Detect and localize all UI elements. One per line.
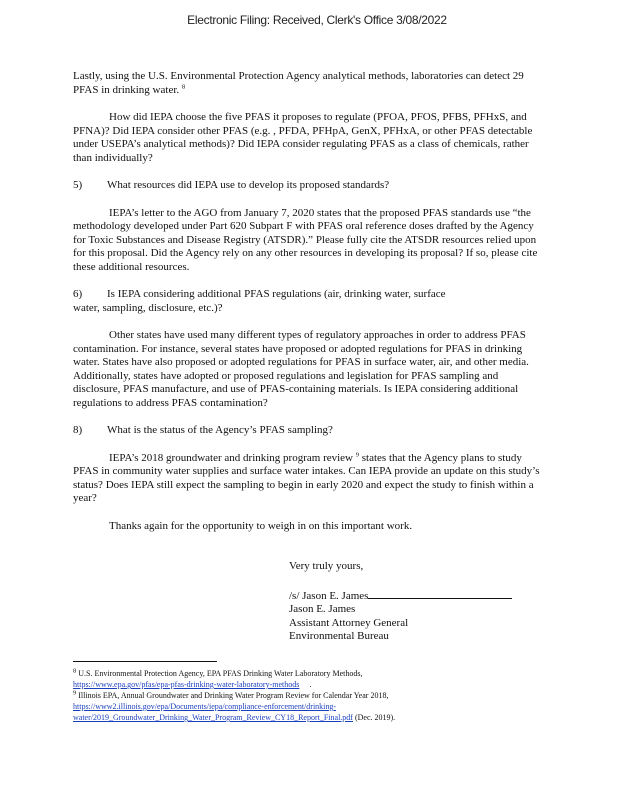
question-text-line2: water, sampling, disclosure, etc.)? bbox=[73, 301, 223, 314]
footnote-ref-9[interactable]: 9 bbox=[355, 450, 359, 458]
question-text-line1: Is IEPA considering additional PFAS regulations (air, drinking water, surface bbox=[107, 288, 446, 300]
question-number: 8) bbox=[73, 424, 83, 436]
signature-line: /s/ Jason E. James bbox=[289, 588, 512, 604]
letter-body bbox=[73, 70, 545, 533]
signer-title: Assistant Attorney General bbox=[289, 616, 409, 629]
question-text: What is the status of the Agency’s PFAS sampling? bbox=[107, 424, 333, 436]
question-6 bbox=[73, 288, 545, 315]
signer-bureau: Environmental Bureau bbox=[289, 630, 389, 642]
paragraph-iepa-letter: IEPA’s letter to the AGO from January 7, 2020 states that the proposed PFAS standards use “the methodology developed under Part 620 Subpart F with PFAS oral reference doses drafted by the Agency for Toxic Substances and Disease Registry (ATSDR).” Please fully cite the ATSDR resources relied upon for this proposal. Did the Agency rely on any other resources in developing its proposal? If so, please cite these additional resources. bbox=[73, 206, 538, 273]
question-text: What resources did IEPA use to develop its proposed standards? bbox=[107, 179, 390, 191]
signature-block bbox=[289, 560, 512, 644]
paragraph-lastly: Lastly, using the U.S. Environmental Protection Agency analytical methods, laboratories can detect 29 PFAS in drinking water. $^8$ bbox=[73, 70, 524, 96]
signer-name: Jason E. James bbox=[289, 603, 356, 615]
signature-underline bbox=[368, 588, 512, 599]
paragraph-sampling-status: IEPA’s 2018 groundwater and drinking program review $^9$ states that the Agency plans to study PFAS in community water supplies and surface water intakes. Can IEPA provide an update on this study’s status? Does IEPA still expect the sampling to begin in early 2020 and expect the study to finish within a year? bbox=[73, 450, 540, 504]
paragraph-other-states: Other states have used many different types of regulatory approaches in order to address PFAS contamination. For instance, several states have proposed or adopted regulations for PFAS in drinking water. States have also proposed or adopted regulations for PFAS in surface water, air, and other media. Additionally, states have adopted or proposed regulations and legislation for PFAS sampling and disclosure, PFAS manufacture, and use of PFAS-containing materials. Is IEPA considering additional regulations to address PFAS contamination? bbox=[73, 329, 529, 409]
paragraph-pfas-choice: How did IEPA choose the five PFAS it proposes to regulate (PFOA, PFOS, PFBS, PFHxS, and PFNA)? Did IEPA consider other PFAS (e.g. , PFDA, PFHpA, GenX, PFHxA, or other PFAS detectable under USEPA’s analytical methods)? Did IEPA consider regulating PFAS as a class of chemicals, rather than individually? bbox=[73, 111, 533, 164]
question-8 bbox=[73, 424, 545, 438]
footnote-divider bbox=[73, 661, 217, 662]
question-number: 6) bbox=[73, 288, 83, 300]
footnote-8: $^8$ U.S. Environmental Protection Agency, EPA PFAS Drinking Water Laboratory Methods, bbox=[73, 667, 363, 678]
filing-stamp-header: Electronic Filing: Received, Clerk's Office 3/08/2022 bbox=[187, 13, 447, 27]
question-5 bbox=[73, 179, 545, 193]
closing: Very truly yours, bbox=[289, 560, 364, 572]
footnote-ref-8[interactable]: 8 bbox=[181, 82, 186, 90]
footnote-9: $^9$ Illinois EPA, Annual Groundwater and Drinking Water Program Review for Calendar Year 2018, bbox=[73, 689, 389, 700]
footnotes: $^8$ U.S. Environmental Protection Agency, EPA PFAS Drinking Water Laboratory Methods, https://www.epa.gov/pfas/epa-pfas-drinking-water-laboratory-methods . $^9$ Illinois EPA, Annual Groundwater and Drinking Water Program Review for Calendar Year 2018, https://www2.illinois.gov/epa/Documents/iepa/compliance-enforcement/drinking- water/2019_Groundwater_Drinking_Water_Program_Review_CY18_Report_Final.pdf (Dec. 2019). bbox=[73, 668, 553, 723]
footnote-9-link-part1[interactable]: https://www2.illinois.gov/epa/Documents/iepa/compliance-enforcement/drinking- bbox=[73, 702, 337, 711]
footnote-8-link[interactable]: https://www.epa.gov/pfas/epa-pfas-drinking-water-laboratory-methods bbox=[73, 680, 300, 689]
footnote-9-link-part2[interactable]: water/2019_Groundwater_Drinking_Water_Program_Review_CY18_Report_Final.pdf bbox=[73, 713, 353, 722]
paragraph-thanks: Thanks again for the opportunity to weigh in on this important work. bbox=[109, 519, 413, 532]
question-number: 5) bbox=[73, 179, 83, 191]
